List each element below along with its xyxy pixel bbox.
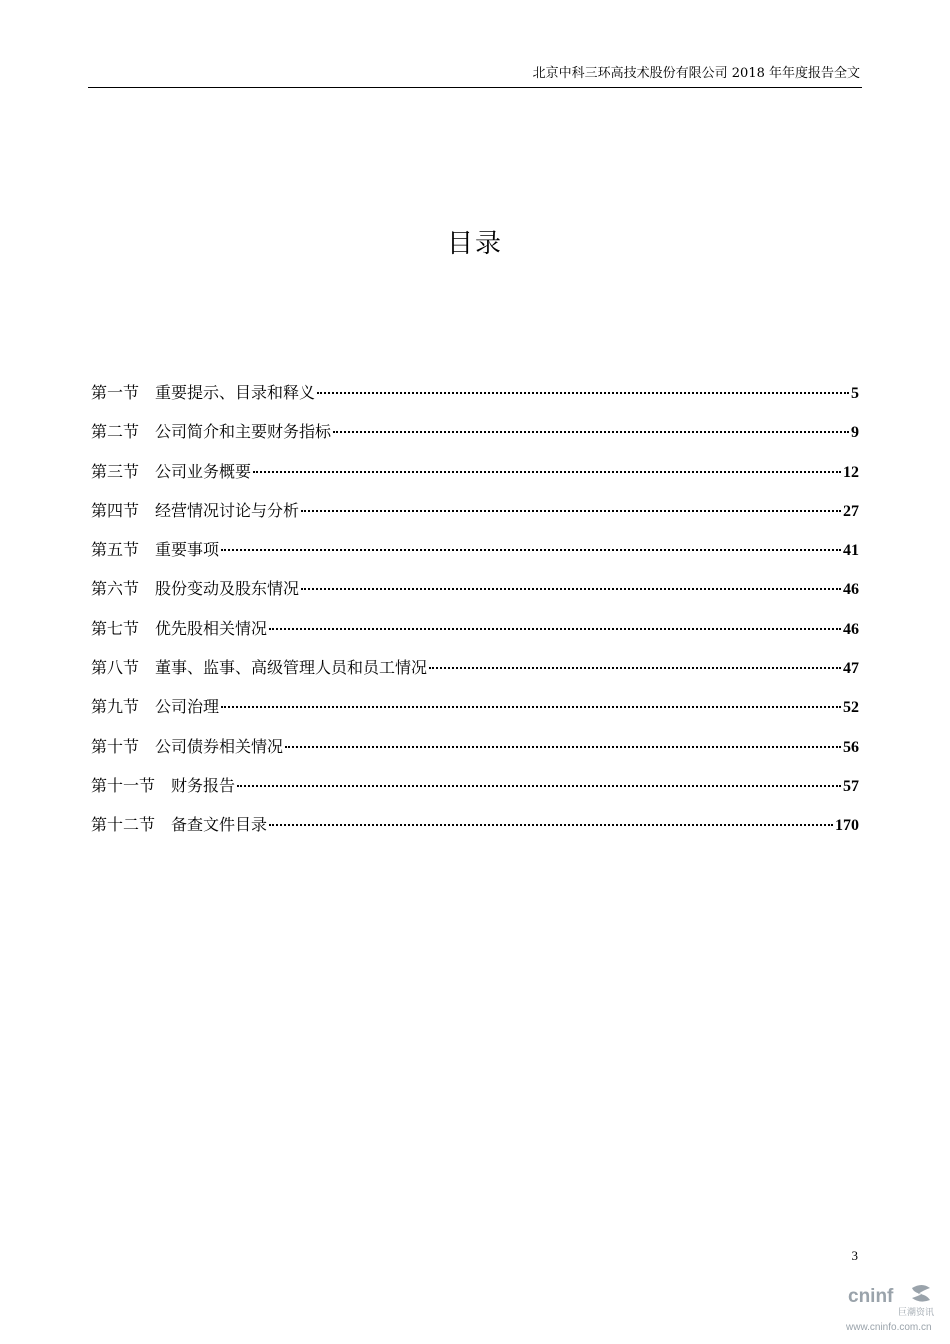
toc-entry-2[interactable]: [91, 419, 859, 458]
toc-entry-8[interactable]: [91, 655, 859, 694]
toc-entry-1[interactable]: [91, 380, 859, 419]
page-title: 目录: [446, 229, 503, 259]
toc-entry-label: 第三节 公司业务概要: [91, 461, 252, 481]
toc-entry-page: 170: [835, 817, 859, 835]
toc-entry-page: 47: [843, 660, 859, 678]
toc-entry-label: 第二节 公司简介和主要财务指标: [91, 422, 332, 442]
toc-entry-label: 第七节 优先股相关情况: [91, 618, 268, 638]
dot-leader: [221, 706, 841, 708]
toc-entry-label: 第十二节 备查文件目录: [91, 815, 268, 835]
toc-entry-5[interactable]: [91, 537, 859, 576]
toc-entry-label: 第六节 股份变动及股东情况: [91, 579, 300, 599]
toc-entry-10[interactable]: [91, 734, 859, 773]
toc-entry-label: 第四节 经营情况讨论与分析: [91, 500, 300, 520]
toc-entry-label: 第一节 重要提示、目录和释义: [91, 383, 316, 402]
watermark-logo-text: cninf: [848, 1286, 894, 1307]
toc-entry-label: 第十节 公司债券相关情况: [91, 736, 284, 756]
toc-entry-3[interactable]: [91, 459, 859, 498]
dot-leader: [317, 392, 849, 394]
toc-entry-12[interactable]: [91, 812, 859, 851]
dot-leader: [253, 471, 841, 473]
toc-entry-9[interactable]: [91, 694, 859, 733]
dot-leader: [269, 824, 833, 826]
toc-entry-page: 9: [851, 424, 859, 442]
toc-entry-page: 12: [843, 463, 859, 481]
toc-entry-page: 56: [843, 738, 859, 756]
toc-entry-11[interactable]: [91, 773, 859, 812]
page-number: 3: [851, 1248, 858, 1263]
dot-leader: [269, 628, 841, 630]
watermark-url: www.cninfo.com.cn: [846, 1322, 932, 1333]
toc-entry-page: 57: [843, 777, 859, 795]
dot-leader: [301, 588, 841, 590]
watermark-subtitle: 巨潮资讯: [898, 1308, 935, 1318]
toc-entry-4[interactable]: [91, 498, 859, 537]
dot-leader: [301, 510, 841, 512]
toc-entry-page: 46: [843, 620, 859, 638]
toc-entry-7[interactable]: [91, 616, 859, 655]
toc-entry-label: 第五节 重要事项: [91, 540, 220, 560]
dot-leader: [285, 746, 841, 748]
toc-entry-label: 第十一节 财务报告: [91, 775, 236, 795]
swirl-icon: [912, 1285, 930, 1302]
dot-leader: [237, 785, 841, 787]
toc-entry-page: 27: [843, 502, 859, 520]
header-rule: [88, 87, 862, 88]
dot-leader: [429, 667, 841, 669]
toc-entry-page: 41: [843, 542, 859, 560]
dot-leader: [221, 549, 841, 551]
running-header: 北京中科三环高技术股份有限公司 2018 年年度报告全文: [532, 66, 860, 81]
cninfo-watermark-logo: [846, 1278, 936, 1334]
toc-entry-6[interactable]: [91, 576, 859, 615]
toc-entry-page: 46: [843, 581, 859, 599]
toc-entry-page: 5: [851, 385, 859, 402]
toc-entry-label: 第八节 董事、监事、高级管理人员和员工情况: [91, 658, 428, 678]
toc-entry-label: 第九节 公司治理: [91, 697, 220, 717]
table-of-contents: [91, 380, 859, 852]
toc-entry-page: 52: [843, 699, 859, 717]
dot-leader: [333, 431, 849, 433]
